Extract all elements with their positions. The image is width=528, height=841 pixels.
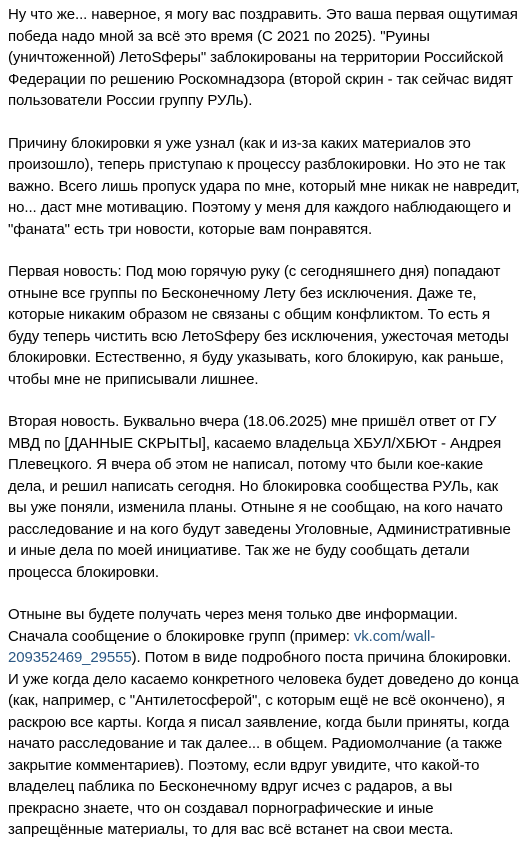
post-paragraph-information [8, 604, 520, 841]
post-paragraph-congratulations: Ну что же... наверное, я могу вас поздравить. Это ваша первая ощутимая победа надо мной за всё это время (С 2021 по 2025). "Руины (уничтоженной) ЛетоSферы" заблокированы на территории Российской Федерации по решению Роскомнадзора (второй скрин - так сейчас видят пользователи России группу РУЛь). [8, 6, 518, 109]
post-paragraph-first-news: Первая новость: Под мою горячую руку (с сегодняшнего дня) попадают отныне все группы по Бесконечному Лету без исключения. Даже те, которые никаким образом не связаны с общим конфликтом. То есть я буду теперь чистить всю ЛетоSферу без исключения, ужесточая методы блокировки. Естественно, я буду указывать, кого блокирую, как раньше, чтобы мне не приписывали лишнее. [8, 263, 509, 388]
wall-post-link[interactable]: vk.com/wall-209352469_29555 [8, 627, 436, 666]
paragraph-text-before-link: Отныне вы будете получать через меня только две информации. Сначала сообщение о блокировке групп (пример: [8, 606, 458, 645]
post-paragraph-blocking-reason: Причину блокировки я уже узнал (как и из-за каких материалов это произошло), теперь приступаю к процессу разблокировки. Но это не так важно. Всего лишь пропуск удара по мне, который мне никак не навредит, но... даст мне мотивацию. Поэтому у меня для каждого наблюдающего и "фаната" есть три новости, которые вам понравятся. [8, 134, 520, 238]
post-paragraph-second-news: Вторая новость. Буквально вчера (18.06.2025) мне пришёл ответ от ГУ МВД по [ДАННЫЕ СКРЫТЫ], касаемо владельца ХБУЛ/ХБЮт - Андрея Плевецкого. Я вчера об этом не написал, потому что были кое-какие дела, и решил написать сегодня. Но блокировка сообщества РУЛь, как вы уже поняли, изменила планы. Отныне я не сообщаю, на кого начато расследование и на кого будут заведены Уголовные, Административные и иные дела по моей инициативе. Так же не буду сообщать детали процесса блокировки. [8, 413, 511, 581]
paragraph-text-after-link: ). Потом в виде подробного поста причина блокировки. И уже когда дело касаемо конкретного человека будет доведено до конца (как, например, с "Антилетосферой", с которым ещё не всё окончено), я раскрою все карты. Когда я писал заявление, когда были приняты, когда начато расследование и так далее... в общем. Радиомолчание (а также закрытие комментариев). Поэтому, если вдруг увидите, что какой-то владелец паблика по Бесконечному вдруг исчез с радаров, а вы прекрасно знаете, что он создавал порнографические и иные запрещённые материалы, то для вас всё встанет на свои места. [8, 649, 519, 838]
